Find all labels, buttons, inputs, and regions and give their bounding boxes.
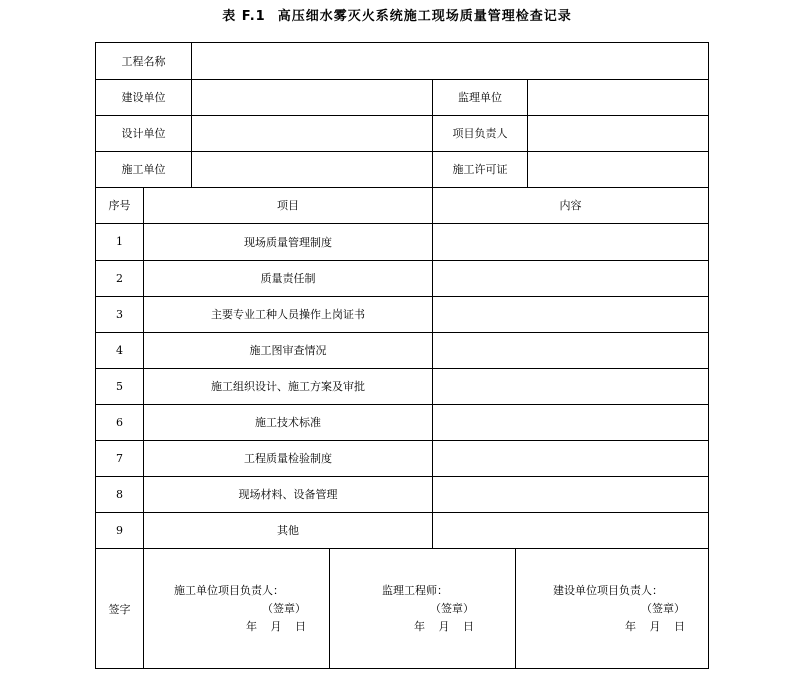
project-manager-label: 项目负责人 xyxy=(452,127,508,140)
row-no: 3 xyxy=(116,307,123,321)
row-item: 施工组织设计、施工方案及审批 xyxy=(211,380,365,393)
row-content-field[interactable] xyxy=(433,368,708,404)
quality-inspection-form xyxy=(95,42,709,669)
project-name-field[interactable] xyxy=(192,43,708,79)
row-item: 主要专业工种人员操作上岗证书 xyxy=(211,308,365,321)
table-number: 表 F.1 xyxy=(222,9,266,24)
designer-label: 设计单位 xyxy=(121,127,166,140)
signature-date: 年 月 日 xyxy=(246,620,306,633)
row-no: 7 xyxy=(116,451,123,465)
contractor-label: 施工单位 xyxy=(121,163,166,176)
signature-seal: （签章） xyxy=(641,602,685,615)
permit-label: 施工许可证 xyxy=(452,163,508,176)
row-item: 施工图审查情况 xyxy=(249,344,327,357)
row-no: 2 xyxy=(116,271,123,285)
contractor-field[interactable] xyxy=(192,151,432,187)
project-name-label: 工程名称 xyxy=(121,55,166,68)
supervisor-signature-block[interactable] xyxy=(382,582,482,636)
signature-date: 年 月 日 xyxy=(414,620,474,633)
supervisor-unit-label: 监理单位 xyxy=(458,91,502,104)
row-content-field[interactable] xyxy=(433,296,708,332)
row-content-field[interactable] xyxy=(433,223,708,260)
row-item: 工程质量检验制度 xyxy=(244,452,332,465)
signature-seal: （签章） xyxy=(430,602,474,615)
signature-role: 监理工程师： xyxy=(382,584,448,597)
owner-signature-block[interactable] xyxy=(553,582,693,636)
row-no: 6 xyxy=(116,415,123,429)
row-no: 4 xyxy=(116,343,123,357)
row-no: 5 xyxy=(116,379,123,393)
builder-field[interactable] xyxy=(192,79,432,115)
row-no: 1 xyxy=(116,235,123,248)
project-manager-field[interactable] xyxy=(528,115,708,151)
header-no: 序号 xyxy=(108,199,131,212)
table-title: 高压细水雾灭火系统施工现场质量管理检查记录 xyxy=(277,9,572,24)
row-content-field[interactable] xyxy=(433,512,708,548)
document-title xyxy=(0,5,794,24)
row-item: 其他 xyxy=(277,524,299,537)
signature-seal: （签章） xyxy=(262,602,306,615)
header-item: 项目 xyxy=(277,199,299,212)
row-content-field[interactable] xyxy=(433,332,708,368)
row-item: 质量责任制 xyxy=(260,272,316,285)
row-item: 施工技术标准 xyxy=(255,416,321,429)
permit-field[interactable] xyxy=(528,151,708,187)
signature-label: 签字 xyxy=(108,602,131,616)
signature-date: 年 月 日 xyxy=(625,620,685,633)
row-no: 8 xyxy=(116,487,123,501)
row-item: 现场材料、设备管理 xyxy=(238,488,338,501)
supervisor-unit-field[interactable] xyxy=(528,79,708,115)
signature-role: 施工单位项目负责人： xyxy=(174,584,284,597)
designer-field[interactable] xyxy=(192,115,432,151)
row-content-field[interactable] xyxy=(433,440,708,476)
header-content: 内容 xyxy=(559,199,582,212)
row-no: 9 xyxy=(116,523,123,537)
row-item: 现场质量管理制度 xyxy=(244,235,332,249)
row-content-field[interactable] xyxy=(433,260,708,296)
builder-label: 建设单位 xyxy=(121,91,166,104)
signature-role: 建设单位项目负责人： xyxy=(553,584,663,597)
contractor-signature-block[interactable] xyxy=(174,582,314,636)
row-content-field[interactable] xyxy=(433,404,708,440)
row-content-field[interactable] xyxy=(433,476,708,512)
